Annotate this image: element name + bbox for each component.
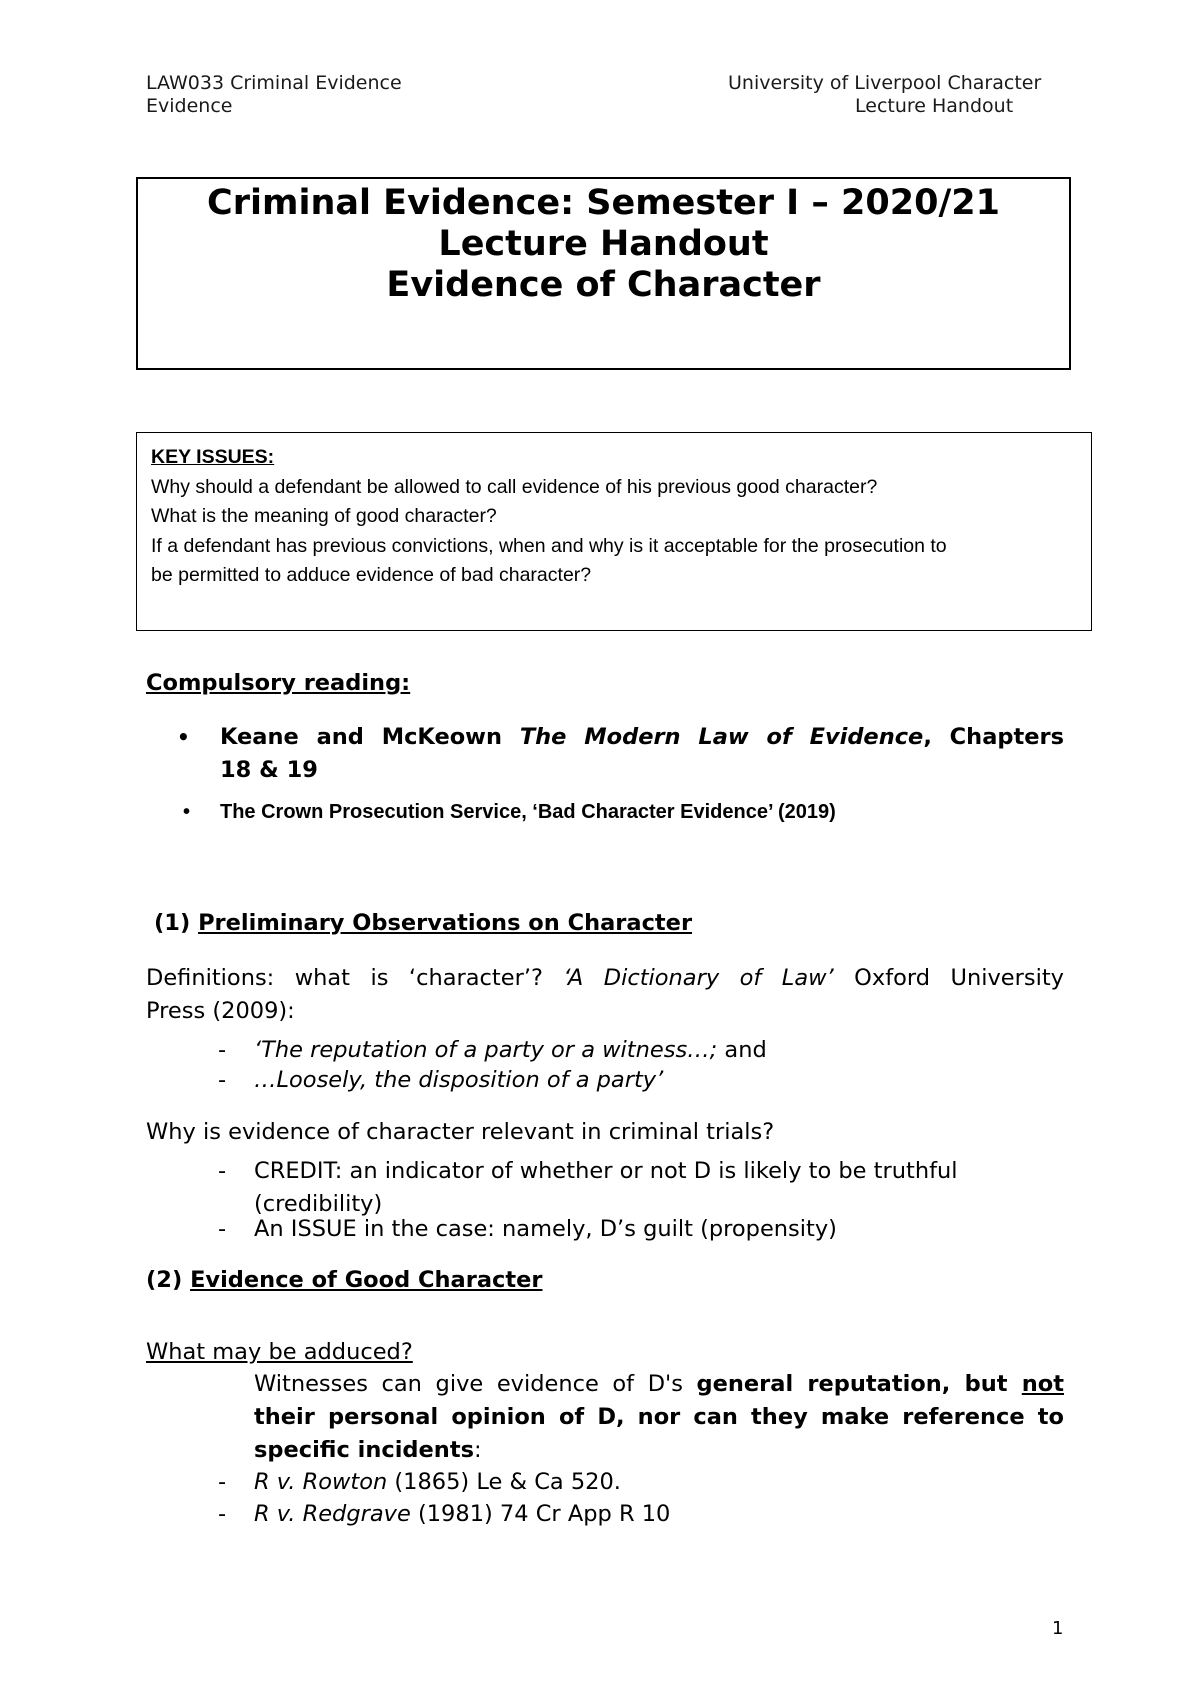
case-citation: (1865) Le & Ca 520.: [387, 1469, 621, 1495]
title-line3: Evidence of Character: [386, 265, 821, 305]
key-issues-box: [136, 432, 1092, 631]
section2-number: (2): [146, 1267, 191, 1293]
page-number: 1: [1052, 1618, 1064, 1639]
reading-item-1: [177, 721, 1064, 787]
header-left-line1: LAW033 Criminal Evidence: [146, 72, 402, 94]
reading-chapters-line2: 18 & 19: [220, 757, 318, 783]
case-redgrave: [218, 1498, 1064, 1531]
section1-definition-line1: Definitions: what is ‘character’? ‘A Dictionary of Law’ Oxford University: [146, 965, 1064, 991]
header-left-line2: Evidence: [146, 95, 233, 117]
key-issue-line: be permitted to adduce evidence of bad character?: [151, 564, 592, 586]
definition-quote-1: - ‘The reputation of a party or a witness…; and: [218, 1034, 1064, 1067]
reading-book-title: The Modern Law of Evidence: [519, 724, 924, 750]
section2-subheading: What may be adduced?: [146, 1339, 413, 1365]
section1-number: (1): [154, 910, 199, 936]
title-box: [136, 177, 1071, 370]
dash-marker: -: [218, 1216, 227, 1242]
key-issue-line: What is the meaning of good character?: [151, 505, 497, 527]
case-name: R v. Redgrave: [254, 1501, 411, 1527]
reading-item-2: [180, 798, 836, 826]
section2-heading: [146, 1264, 542, 1297]
credit-item: - CREDIT: an indicator of whether or not D is likely to be truthful (credibility): [218, 1155, 1064, 1221]
dash-marker: -: [218, 1501, 227, 1527]
title-line1: Criminal Evidence: Semester I – 2020/21: [207, 183, 1000, 223]
reading-chapters: , Chapters: [923, 724, 1064, 750]
witness-evidence-item: Witnesses can give evidence of D's general reputation, but not their personal opinion of D, nor can they make reference to specific incidents:: [254, 1371, 1064, 1463]
dash-marker: -: [218, 1469, 227, 1495]
header-right-line1: University of Liverpool Character: [728, 72, 1042, 94]
definition-quote-2: - …Loosely, the disposition of a party’: [218, 1064, 1064, 1097]
dash-marker: -: [218, 1158, 227, 1184]
key-issue-line: If a defendant has previous convictions, when and why is it acceptable for the prosecution to: [151, 534, 947, 557]
section1-heading: [154, 907, 692, 940]
key-issue-line: Why should a defendant be allowed to call evidence of his previous good character?: [151, 475, 878, 498]
title-line2: Lecture Handout: [438, 224, 769, 264]
dash-marker: -: [218, 1037, 227, 1063]
dictionary-title: ‘A Dictionary of Law’: [563, 965, 834, 991]
bullet-icon: •: [183, 801, 191, 823]
dash-marker: -: [218, 1067, 227, 1093]
reading-heading: Compulsory reading:: [146, 670, 411, 696]
not-emphasis: not: [1021, 1371, 1064, 1397]
issue-item: - An ISSUE in the case: namely, D’s guilt (propensity): [218, 1213, 1064, 1246]
reading-item-2-text: The Crown Prosecution Service, ‘Bad Character Evidence’ (2019): [220, 801, 836, 823]
section1-definition-line2: Press (2009):: [146, 998, 295, 1024]
case-citation: (1981) 74 Cr App R 10: [410, 1501, 671, 1527]
bullet-icon: •: [177, 725, 190, 749]
relevance-question: Why is evidence of character relevant in criminal trials?: [146, 1119, 775, 1145]
case-rowton: [218, 1466, 1064, 1499]
section1-title: Preliminary Observations on Character: [198, 910, 693, 936]
case-name: R v. Rowton: [254, 1469, 388, 1495]
section2-title: Evidence of Good Character: [190, 1267, 543, 1293]
reading-authors: Keane and McKeown: [220, 724, 520, 750]
header-right-line2: Lecture Handout: [855, 95, 1014, 117]
key-issues-heading: KEY ISSUES:: [151, 446, 275, 468]
